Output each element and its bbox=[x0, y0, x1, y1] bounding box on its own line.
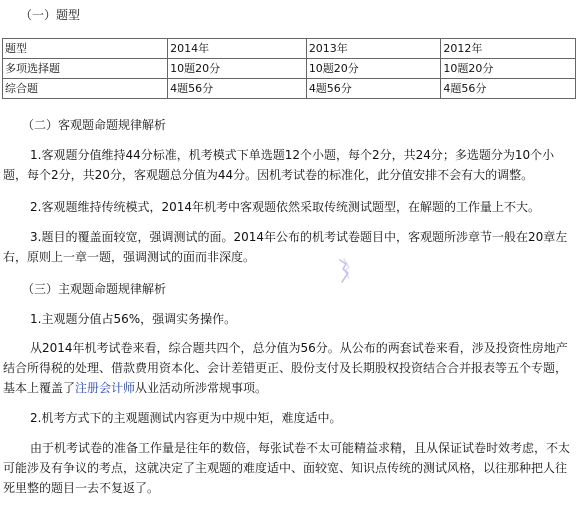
section-heading-question-types: （一）题型 bbox=[20, 8, 81, 22]
table-cell: 多项选择题 bbox=[3, 59, 168, 79]
table-cell: 10题20分 bbox=[441, 59, 576, 79]
paragraph-text: 从2014年机考试卷来看，综合题共四个，总分值为56分。从公布的两套试卷来看，涉及投资性房地产结合所得税的处理、借款费用资本化、会计差错更正、股份支付及长期股权投资结合合并报表等五个专题，基本上覆盖了 bbox=[3, 341, 568, 395]
paragraph-objective-coverage: 3.题目的覆盖面较宽，强调测试的面。2014年公布的机考试卷题目中，客观题所涉章节一般在20章左右，原则上一章一题，强调测试的面而非深度。 bbox=[3, 230, 568, 264]
paragraph-subjective-reason: 由于机考试卷的准备工作量是往年的数倍，每张试卷不太可能精益求精，且从保证试卷时效考虑，不太可能涉及有争议的考点，这就决定了主观题的难度适中、面较宽、知识点传统的测试风格，以往那种把人往死里整的题目一去不复返了。 bbox=[3, 441, 571, 495]
table-row bbox=[3, 79, 576, 99]
paragraph-text: 从业活动所涉常规事项。 bbox=[135, 381, 268, 395]
table-cell: 4题56分 bbox=[306, 79, 441, 99]
paragraph-objective-score: 1.客观题分值维持44分标准，机考模式下单选题12个小题，每个2分，共24分；多选题分为10个小题，每个2分，共20分，客观题总分值为44分。因机考试卷的标准化，此分值安排不会有大的调整。 bbox=[3, 148, 555, 182]
section-heading-objective: （二）客观题命题规律解析 bbox=[22, 118, 167, 132]
paragraph-subjective-difficulty: 2.机考方式下的主观题测试内容更为中规中矩，难度适中。 bbox=[30, 411, 342, 425]
table-header-cell: 2014年 bbox=[168, 39, 307, 59]
paragraph-subjective-score: 1.主观题分值占56%，强调实务操作。 bbox=[30, 312, 237, 326]
table-header-cell: 2012年 bbox=[441, 39, 576, 59]
table-header-cell: 2013年 bbox=[306, 39, 441, 59]
table-cell: 4题56分 bbox=[441, 79, 576, 99]
paragraph-objective-format: 2.客观题维持传统模式，2014年机考中客观题依然采取传统测试题型，在解题的工作量上不大。 bbox=[30, 200, 540, 214]
table-cell: 4题56分 bbox=[168, 79, 307, 99]
paragraph-subjective-topics bbox=[3, 338, 575, 398]
table-cell: 10题20分 bbox=[306, 59, 441, 79]
table-cell: 10题20分 bbox=[168, 59, 307, 79]
table-row bbox=[3, 59, 576, 79]
section-heading-subjective: （三）主观题命题规律解析 bbox=[22, 282, 167, 296]
watermark-logo-icon bbox=[337, 258, 351, 284]
cpa-link[interactable]: 注册会计师 bbox=[75, 381, 136, 395]
table-header-cell: 题型 bbox=[3, 39, 168, 59]
question-type-table bbox=[2, 38, 576, 99]
table-cell: 综合题 bbox=[3, 79, 168, 99]
table-header-row bbox=[3, 39, 576, 59]
